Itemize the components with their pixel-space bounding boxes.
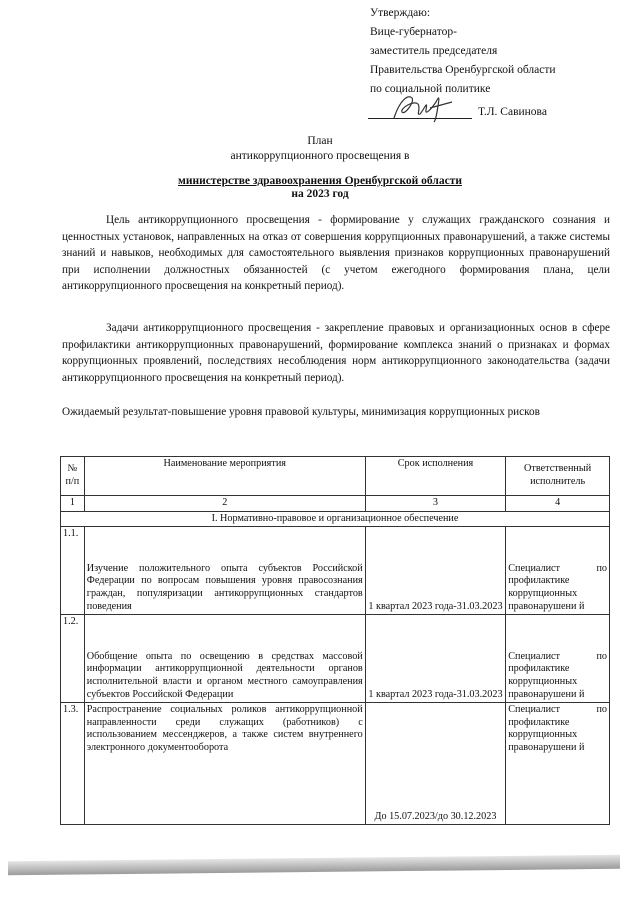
row-responsible: Специалист по профилактике коррупционных правонарушени й <box>506 615 610 703</box>
approval-block <box>370 4 556 99</box>
table-row <box>61 615 610 703</box>
signature-line <box>368 118 472 119</box>
doc-title-ministry: министерстве здравоохранения Оренбургской области <box>178 175 462 187</box>
row-responsible: Специалист по профилактике коррупционных правонарушени й <box>506 703 610 825</box>
approval-line-4: Правительства Оренбургской области <box>370 64 556 76</box>
approval-line-5: по социальной политике <box>370 83 491 95</box>
row-responsible: Специалист по профилактике коррупционных правонарушени й <box>506 527 610 615</box>
row-activity: Распространение социальных роликов антикоррупционной направленности среди служащих (работников) с использованием мессенджеров, а также систем внутреннего электронного документооборота <box>84 703 365 825</box>
result-paragraph: Ожидаемый результат-повышение уровня правовой культуры, минимизация коррупционных рисков <box>62 406 540 418</box>
section-row <box>61 511 610 527</box>
table-header-row <box>61 457 610 496</box>
header-name: Наименование мероприятия <box>84 457 365 496</box>
approver-name: Т.Л. Савинова <box>478 106 547 118</box>
scan-shadow-bar <box>8 855 620 875</box>
approval-line-2: Вице-губернатор- <box>370 26 457 38</box>
plan-table <box>60 456 610 825</box>
row-term: 1 квартал 2023 года-31.03.2023 <box>365 615 505 703</box>
row-term: До 15.07.2023/до 30.12.2023 <box>365 703 505 825</box>
header-resp: Ответственный исполнитель <box>506 457 610 496</box>
doc-title-subject: антикоррупционного просвещения в <box>230 150 410 162</box>
column-number: 2 <box>84 496 365 512</box>
doc-title-plan: План <box>307 135 333 147</box>
row-number: 1.2. <box>61 615 85 703</box>
approval-line-3: заместитель председателя <box>370 45 498 57</box>
header-no: № п/п <box>61 457 85 496</box>
column-number-row <box>61 496 610 512</box>
signature-row <box>368 90 628 120</box>
column-number: 4 <box>506 496 610 512</box>
table-row <box>61 527 610 615</box>
row-number: 1.1. <box>61 527 85 615</box>
row-number: 1.3. <box>61 703 85 825</box>
column-number: 3 <box>365 496 505 512</box>
column-number: 1 <box>61 496 85 512</box>
row-activity: Обобщение опыта по освещению в средствах массовой информации антикоррупционной деятельности органов исполнительной власти и органом местного самоуправления субъектов Российской Федерации <box>84 615 365 703</box>
tasks-paragraph: Задачи антикоррупционного просвещения - закрепление правовых и организационных основ в сфере профилактики антикоррупционных правонарушений, формирование комплекса знаний о признаках и формах коррупционных проявлений, последствиях несоблюдения норм антикоррупционного законодательства (задачи антикоррупционного просвещения на конкретный период). <box>62 322 610 384</box>
row-activity: Изучение положительного опыта субъектов Российской Федерации по вопросам повышения уровня правосознания граждан, популяризации антикоррупционных стандартов поведения <box>84 527 365 615</box>
approval-line-1: Утверждаю: <box>370 7 431 19</box>
section-title: I. Нормативно-правовое и организационное обеспечение <box>61 511 610 527</box>
table-row <box>61 703 610 825</box>
row-term: 1 квартал 2023 года-31.03.2023 <box>365 527 505 615</box>
goal-paragraph: Цель антикоррупционного просвещения - формирование у служащих гражданского сознания и ценностных установок, направленных на отказ от совершения коррупционных правонарушений, а также системы знаний и навыков, необходимых для самостоятельного выявления признаков коррупционных правонарушений при исполнении должностных обязанностей (с учетом ежегодного формирования плана, цели антикоррупционного просвещения на конкретный период). <box>62 214 610 293</box>
doc-title-year: на 2023 год <box>291 188 349 200</box>
header-term: Срок исполнения <box>365 457 505 496</box>
